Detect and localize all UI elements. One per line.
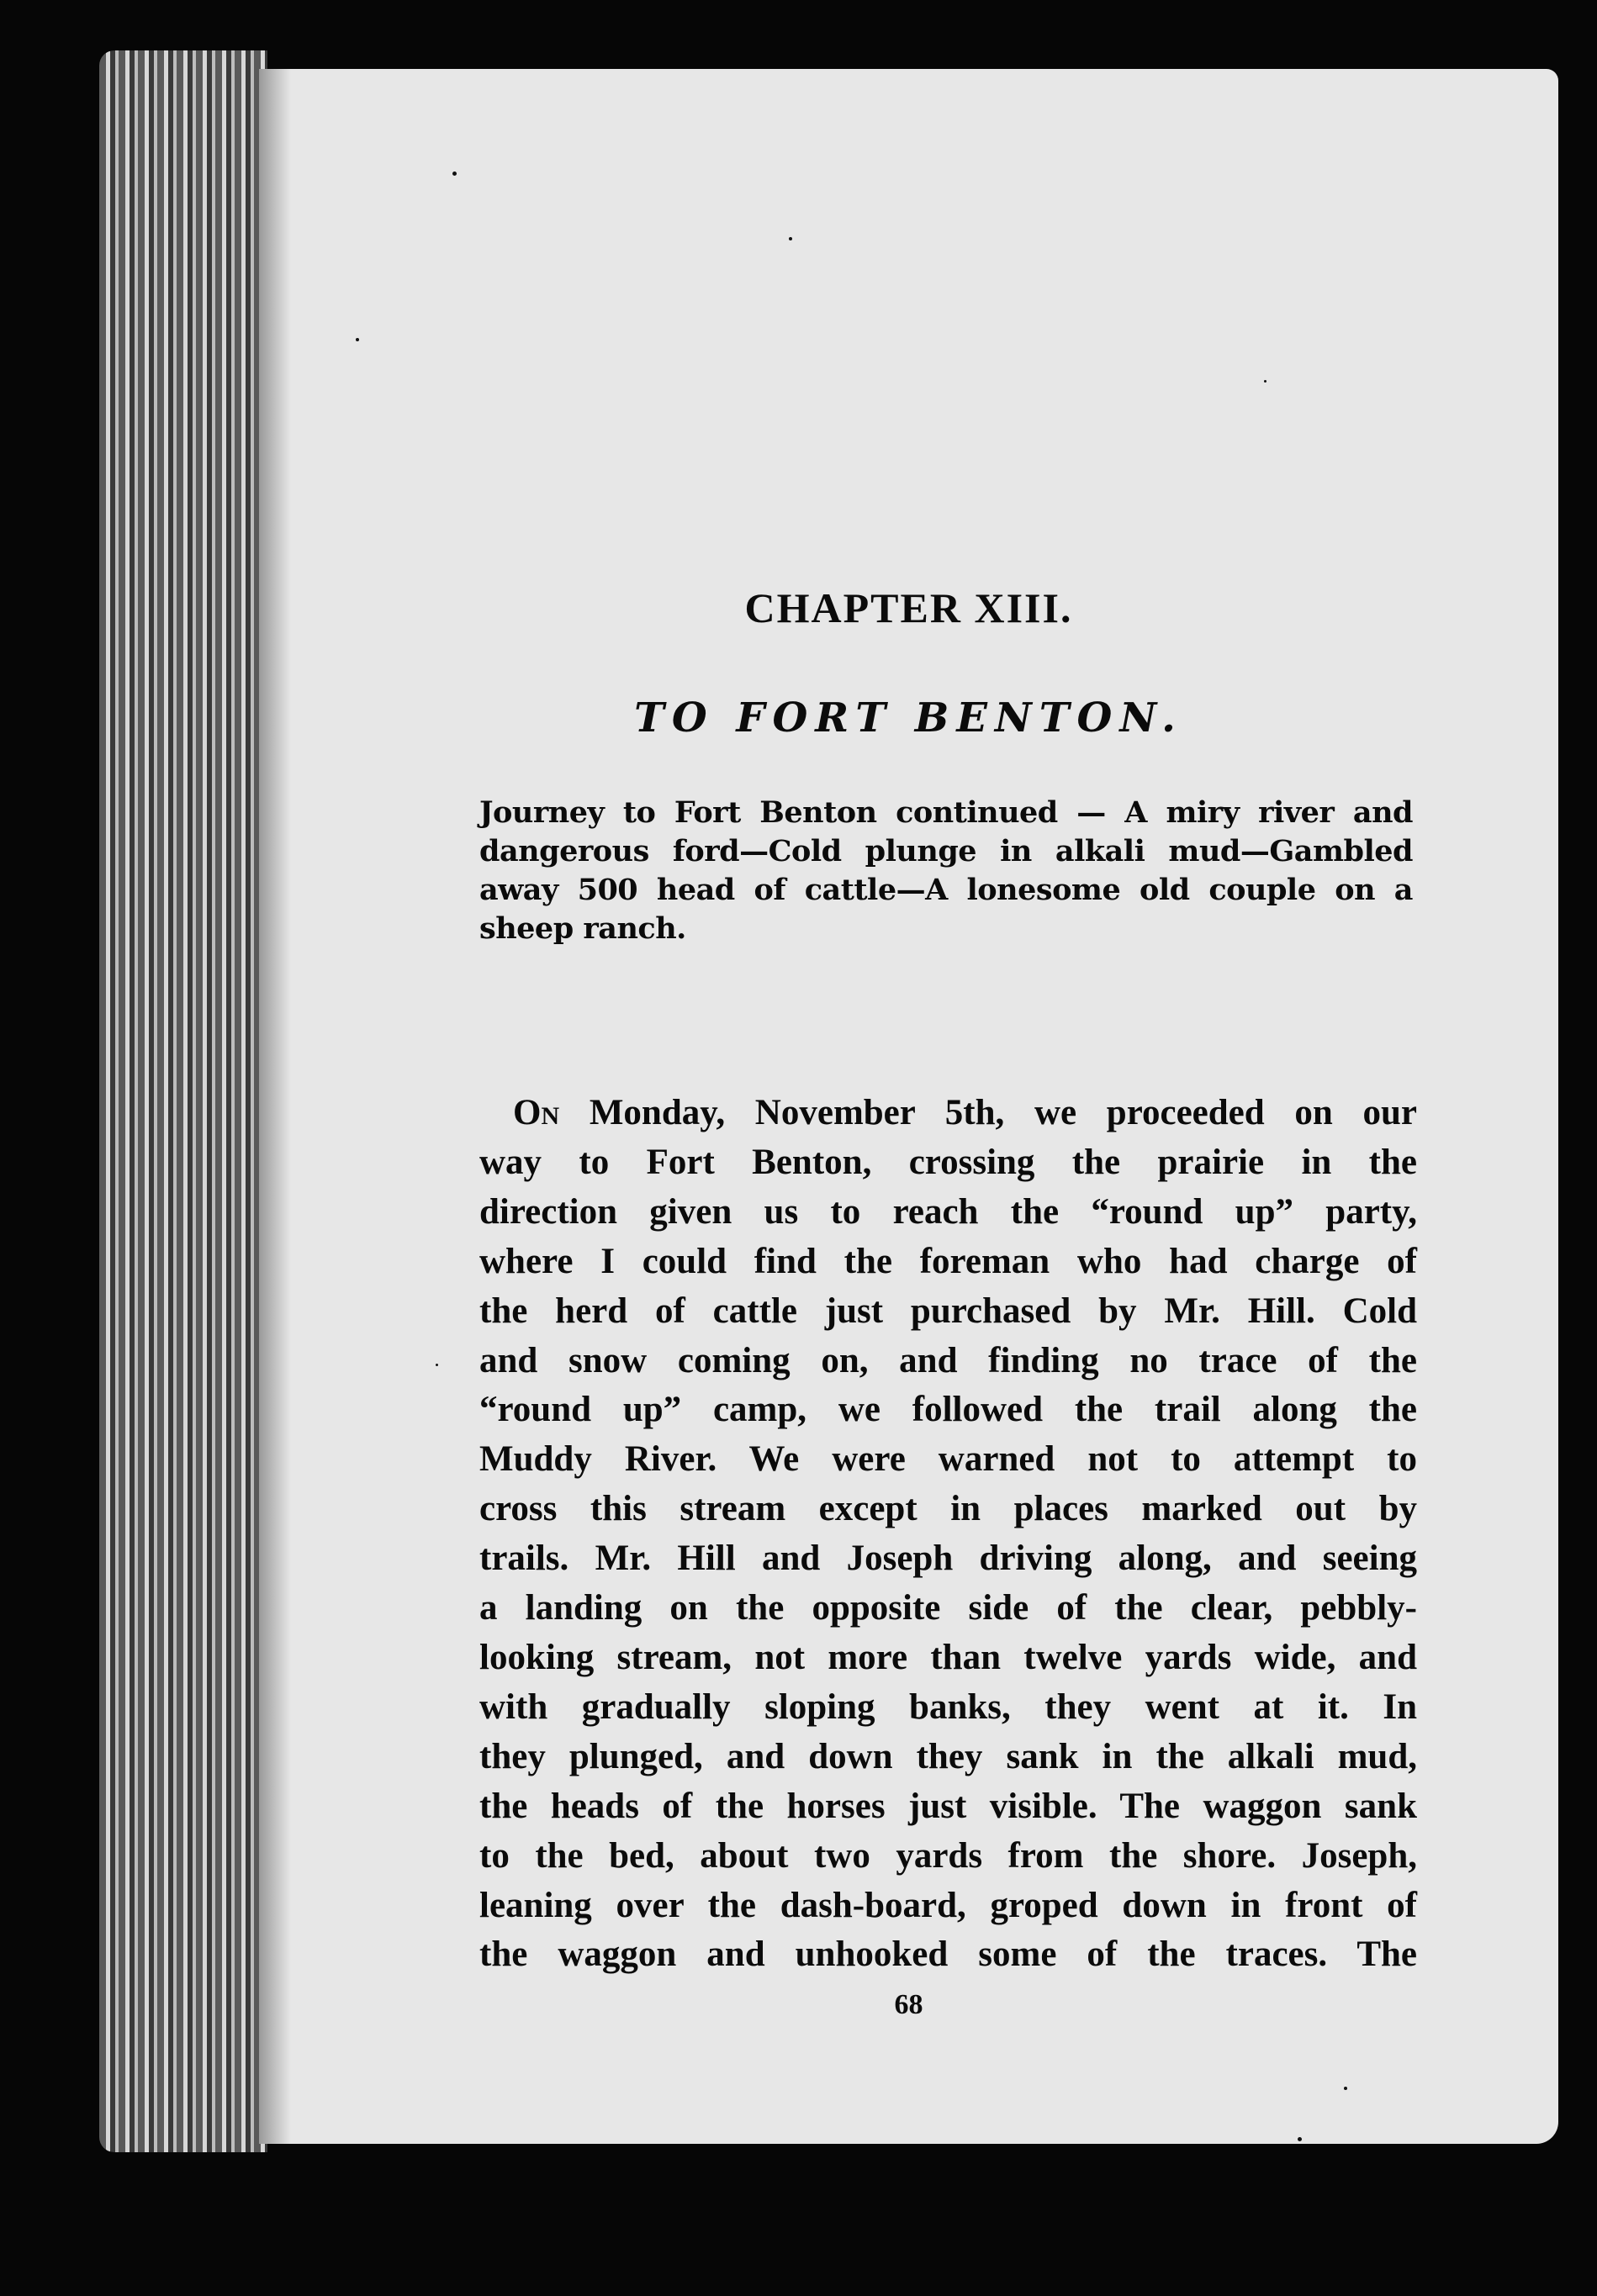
body-line: leaning over the dash-board, groped down in front of [479, 1885, 1417, 1925]
body-line: “round up” camp, we followed the trail along the [479, 1390, 1417, 1430]
chapter-synopsis [479, 794, 1413, 948]
body-line: direction given us to reach the “round up” party, [479, 1191, 1417, 1232]
body-line: a landing on the opposite side of the clear, pebbly- [479, 1588, 1417, 1628]
body-line: with gradually sloping banks, they went at it. In [479, 1686, 1417, 1727]
dust-speck [452, 172, 457, 176]
body-line: trails. Mr. Hill and Joseph driving along, and seeing [479, 1539, 1417, 1579]
body-line: Muddy River. We were warned not to attempt to [479, 1439, 1417, 1480]
dust-speck [356, 338, 359, 341]
dust-speck [1344, 2087, 1347, 2090]
body-line: looking stream, not more than twelve yards wide, and [479, 1637, 1417, 1677]
body-line-first [479, 1089, 1417, 1138]
body-line: the heads of the horses just visible. The waggon sank [479, 1786, 1417, 1826]
body-line: they plunged, and down they sank in the alkali mud, [479, 1736, 1417, 1776]
body-line: and snow coming on, and finding no trace of the [479, 1340, 1417, 1380]
dust-speck [789, 237, 792, 240]
body-line: way to Fort Benton, crossing the prairie in the [479, 1142, 1417, 1182]
gutter-shadow [259, 69, 291, 2144]
page-number: 68 [894, 1989, 923, 2020]
synopsis-line: dangerous ford—Cold plunge in alkali mud—Gambled [479, 834, 1413, 868]
dust-speck [1264, 380, 1266, 383]
body-line: cross this stream except in places marked out by [479, 1489, 1417, 1529]
body-line: to the bed, about two yards from the shore. Joseph, [479, 1835, 1417, 1876]
synopsis-line: away 500 head of cattle—A lonesome old couple on a [479, 873, 1413, 907]
dust-speck [1298, 2137, 1302, 2141]
synopsis-line: sheep ranch. [479, 911, 686, 946]
book-page [259, 69, 1558, 2144]
body-line: where I could find the foreman who had charge of [479, 1241, 1417, 1281]
body-paragraph [479, 1089, 1417, 1980]
drop-initial-word: On [513, 1093, 560, 1132]
chapter-title: CHAPTER XIII. [744, 584, 1073, 631]
body-line: the waggon and unhooked some of the traces. The [479, 1934, 1417, 1975]
body-line: the herd of cattle just purchased by Mr. Hill. Cold [479, 1291, 1417, 1331]
synopsis-line: Journey to Fort Benton continued — A miry river and [479, 795, 1413, 830]
body-line-first-rest: Monday, November 5th, we proceeded on our [559, 1093, 1417, 1132]
chapter-subtitle: TO FORT BENTON. [634, 694, 1183, 742]
dust-speck [436, 1364, 438, 1366]
book-page-edges [99, 50, 267, 2152]
